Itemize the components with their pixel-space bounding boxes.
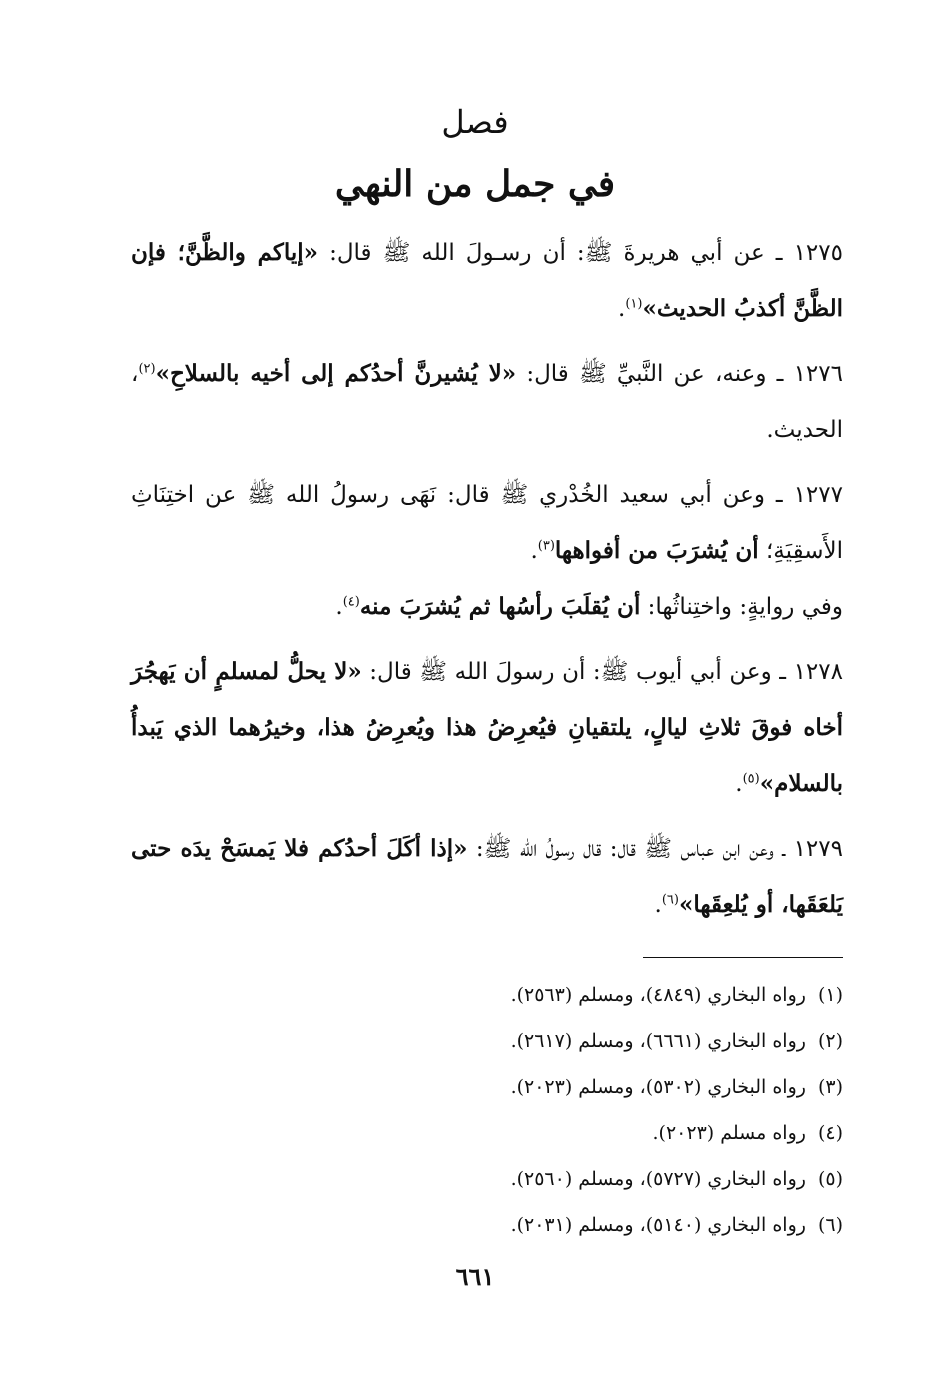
footnote-number: (٤): [817, 1122, 843, 1144]
hadith-number: ١٢٧٥: [793, 240, 843, 266]
hadith-intro: ـ وعن أبي سعيد الخُدْري ﷺ قال: نَهَى رسولُ الله ﷺ عن اختِنَاثِ الأَسقِيَةِ؛: [131, 482, 843, 564]
hadith-tail: .: [735, 771, 743, 797]
hadith-entry: [131, 467, 843, 579]
hadith-tail: .: [654, 892, 662, 918]
footnote-ref: (٦): [661, 892, 679, 908]
hadith-intro: ـ وعنه، عن النَّبيِّ ﷺ قال:: [516, 361, 794, 387]
hadith-quote: «إذا أكَلَ أحدُكم فلا يَمسَحْ يدَه حتى يَلعَقَها، أو يُلعِقَها»: [131, 835, 843, 918]
hadith-quote: «لا يُشيرنَّ أحدُكم إلى أخيه بالسلاحِ»: [155, 360, 517, 387]
footnote-divider: [643, 957, 843, 958]
hadith-intro: ـ عن أبي هريرةَ ﷺ: أن رسـولَ الله ﷺ قال:: [318, 240, 794, 266]
hadith-tail: .: [530, 538, 538, 564]
section-label: فصل: [441, 103, 509, 141]
hadith-entry: [131, 225, 843, 337]
hadith-tail: .: [618, 296, 626, 322]
footnote-text: رواه البخاري (٥١٤٠)، ومسلم (٢٠٣١).: [510, 1214, 806, 1236]
footnote: [131, 1156, 843, 1202]
hadith-intro: ـ وعن ابن عباس ﷺ قال: قال رسولُ الله ﷺ:: [467, 836, 794, 862]
footnote: [131, 1064, 843, 1110]
hadith-tail: ، الحديث.: [131, 361, 843, 443]
hadith-quote: «إياكم والظَّنَّ؛ فإن الظَّنَّ أكذبُ الحديث»: [131, 239, 843, 322]
footnote: [131, 1018, 843, 1064]
hadith-body: [131, 225, 843, 933]
hadith-quote: أن يُشرَبَ من أفواهها: [554, 537, 759, 564]
footnote-ref: (١): [625, 296, 643, 312]
footnote-number: (٢): [817, 1030, 843, 1052]
hadith-entry: [131, 644, 843, 812]
footnote-ref: (٤): [342, 594, 360, 610]
hadith-number: ١٢٧٨: [793, 659, 843, 685]
footnote-ref: (٣): [537, 538, 555, 554]
page-number: ٦٦١: [455, 1262, 495, 1291]
hadith-number: ١٢٧٦: [793, 361, 843, 387]
hadith-number: ١٢٧٧: [793, 482, 843, 508]
footnote-text: رواه البخاري (٦٦٦١)، ومسلم (٢٦١٧).: [510, 1030, 806, 1052]
hadith-number: ١٢٧٩: [793, 836, 843, 862]
hadith-quote: «لا يحلُّ لمسلمٍ أن يَهجُرَ أخاه فوقَ ثلاثِ ليالٍ، يلتقيانِ فيُعرِضُ هذا ويُعرِضُ هذا، وخيرُهما الذي يَبدأُ بالسلام»: [131, 658, 843, 797]
footnote-ref: (٥): [742, 771, 760, 787]
footnote-number: (٥): [817, 1168, 843, 1190]
hadith-intro: ـ وعن أبي أيوب ﷺ: أن رسولَ الله ﷺ قال:: [361, 659, 794, 685]
footnote-text: رواه البخاري (٥٣٠٢)، ومسلم (٢٠٢٣).: [510, 1076, 806, 1098]
footnote-number: (١): [817, 984, 843, 1006]
footnote-ref: (٢): [138, 361, 156, 377]
hadith-quote: أن يُقلَبَ رأسُها ثم يُشرَبَ منه: [359, 593, 641, 620]
footnote-number: (٦): [817, 1214, 843, 1236]
hadith-variant: [131, 579, 843, 635]
hadith-entry: [131, 346, 843, 458]
footnote: [131, 1202, 843, 1248]
page-title: في جمل من النهي: [334, 163, 616, 205]
footnote-number: (٣): [817, 1076, 843, 1098]
footnote-text: رواه البخاري (٥٧٢٧)، ومسلم (٢٥٦٠).: [510, 1168, 806, 1190]
hadith-intro: وفي روايةٍ: واختِناثُها:: [640, 594, 843, 620]
hadith-tail: .: [335, 594, 343, 620]
footnotes: [131, 972, 843, 1248]
footnote: [131, 972, 843, 1018]
footnote-text: رواه البخاري (٤٨٤٩)، ومسلم (٢٥٦٣).: [510, 984, 806, 1006]
hadith-entry: [131, 821, 843, 933]
footnote-text: رواه مسلم (٢٠٢٣).: [652, 1122, 806, 1144]
footnote: [131, 1110, 843, 1156]
